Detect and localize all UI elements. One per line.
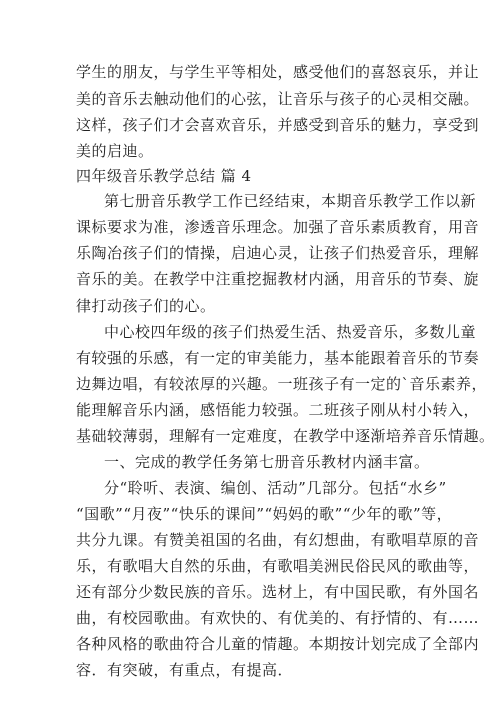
paragraph-line: 律打动孩子们的心。 bbox=[76, 297, 216, 315]
paragraph-line: 音乐的美。在教学中注重挖掘教材内涵，用音乐的节奏、旋 bbox=[76, 270, 480, 288]
paragraph-line: 各种风格的歌曲符合儿童的情趣。本期按计划完成了全部内 bbox=[76, 635, 480, 653]
paragraph-line: 基础较薄弱，理解有一定难度，在教学中逐渐培养音乐情趣。 bbox=[76, 427, 495, 445]
paragraph-line: 学生的朋友，与学生平等相处，感受他们的喜怒哀乐，并让 bbox=[76, 63, 480, 81]
paragraph-line: 这样，孩子们才会喜欢音乐，并感受到音乐的魅力，享受到 bbox=[76, 116, 480, 134]
paragraph-line: 乐，有歌唱大自然的乐曲，有歌唱美洲民俗民风的歌曲等， bbox=[76, 557, 480, 575]
paragraph-line: 分“聆听、表演、编创、活动”几部分。包括“水乡” bbox=[104, 479, 447, 497]
paragraph-line: 能理解音乐内涵，感悟能力较强。二班孩子刚从村小转入， bbox=[76, 401, 480, 419]
paragraph-line: 边舞边唱，有较浓厚的兴趣。一班孩子有一定的`音乐素养， bbox=[76, 375, 488, 393]
paragraph-line: 有较强的乐感，有一定的审美能力，基本能跟着音乐的节奏 bbox=[76, 349, 480, 367]
paragraph-line: 曲，有校园歌曲。有欢快的、有优美的、有抒情的、有…… bbox=[76, 609, 480, 627]
paragraph-line: 美的启迪。 bbox=[76, 142, 154, 160]
paragraph-line: 容．有突破，有重点，有提高． bbox=[76, 661, 294, 679]
paragraph-line: 中心校四年级的孩子们热爱生活、热爱音乐，多数儿童 bbox=[104, 323, 477, 341]
paragraph-line: 课标要求为准，渗透音乐理念。加强了音乐素质教育，用音 bbox=[76, 218, 480, 236]
paragraph-line: “国歌”“月夜”“快乐的课间”“妈妈的歌”“少年的歌”等， bbox=[76, 505, 453, 523]
paragraph-line: 第七册音乐教学工作已经结束，本期音乐教学工作以新 bbox=[104, 192, 477, 210]
paragraph-line: 美的音乐去触动他们的心弦，让音乐与孩子的心灵相交融。 bbox=[76, 90, 480, 108]
paragraph-line: 一、完成的教学任务第七册音乐教材内涵丰富。 bbox=[104, 453, 430, 471]
paragraph-line: 乐陶冶孩子们的情操，启迪心灵，让孩子们热爱音乐，理解 bbox=[76, 244, 480, 262]
paragraph-line: 还有部分少数民族的音乐。选材上，有中国民歌，有外国名 bbox=[76, 583, 480, 601]
section-heading: 四年级音乐教学总结 篇 4 bbox=[76, 167, 252, 185]
paragraph-line: 共分九课。有赞美祖国的名曲，有幻想曲，有歌唱草原的音 bbox=[76, 531, 480, 549]
